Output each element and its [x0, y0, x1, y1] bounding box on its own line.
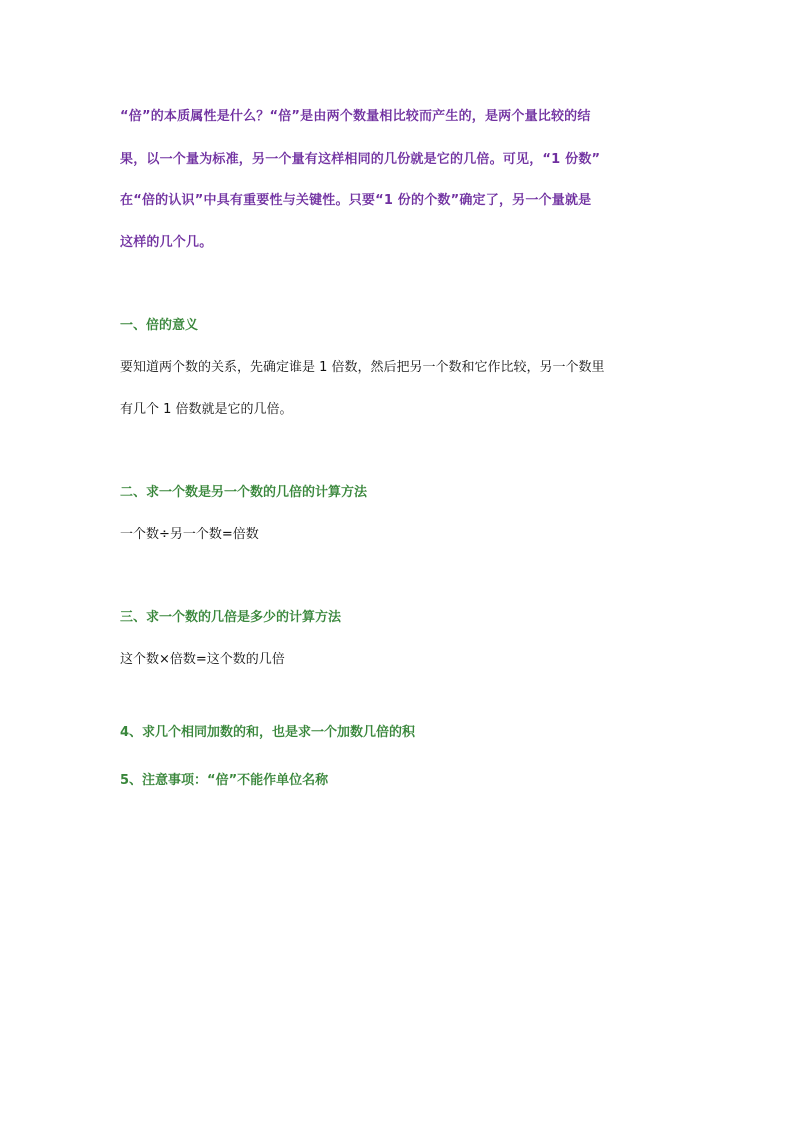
section-1-body-line-2: 有几个 1 倍数就是它的几倍。: [120, 402, 293, 417]
intro-line-2: 果，以一个量为标准，另一个量有这样相同的几份就是它的几倍。可见，“1 份数”: [120, 152, 601, 167]
section-5-heading: 5、注意事项：“倍”不能作单位名称: [120, 773, 329, 788]
section-1-body-line-1: 要知道两个数的关系，先确定谁是 1 倍数，然后把另一个数和它作比较，另一个数里: [120, 360, 605, 375]
intro-line-4: 这样的几个几。: [120, 235, 213, 250]
section-3-formula: 这个数×倍数=这个数的几倍: [120, 652, 285, 667]
section-2-formula: 一个数÷另一个数=倍数: [120, 527, 259, 542]
section-4-heading: 4、求几个相同加数的和，也是求一个加数几倍的积: [120, 725, 416, 740]
section-2-heading: 二、求一个数是另一个数的几倍的计算方法: [120, 485, 368, 500]
intro-line-3: 在“倍的认识”中具有重要性与关键性。只要“1 份的个数”确定了，另一个量就是: [120, 193, 592, 208]
section-1-heading: 一、倍的意义: [120, 318, 199, 333]
intro-line-1: “倍”的本质属性是什么？“倍”是由两个数量相比较而产生的，是两个量比较的结: [120, 109, 591, 124]
section-3-heading: 三、求一个数的几倍是多少的计算方法: [120, 610, 342, 625]
